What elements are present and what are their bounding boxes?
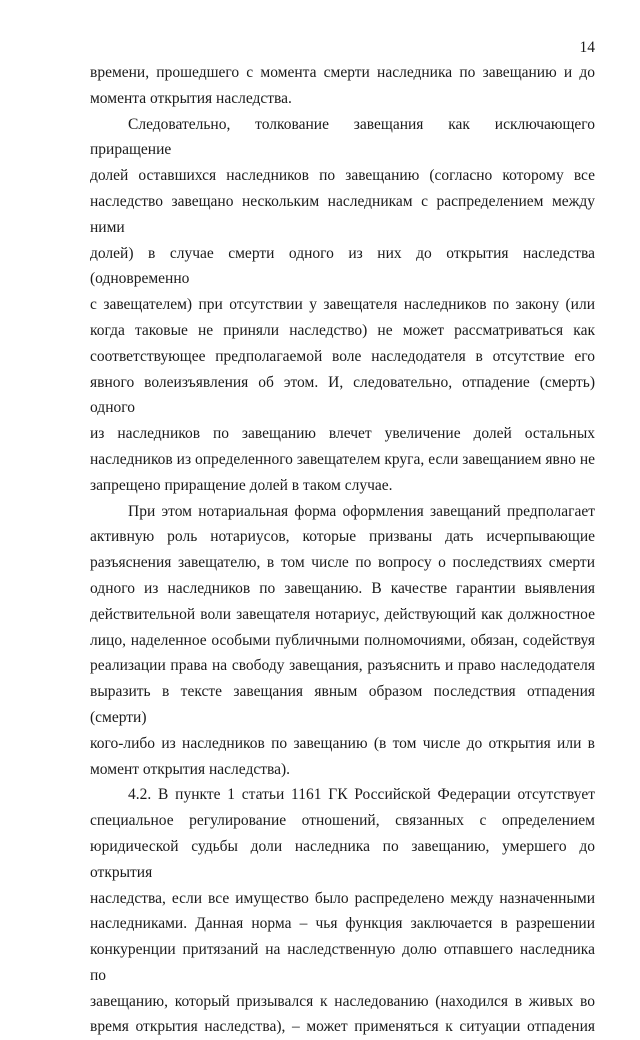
text-line: когда таковые не приняли наследство) не может рассматриваться как — [90, 321, 595, 339]
text-line: момента открытия наследства. — [90, 89, 292, 107]
text-line: соответствующее предполагаемой воле наследодателя в отсутствие его — [90, 347, 595, 365]
text-line: с завещателем) при отсутствии у завещателя наследников по закону (или — [90, 296, 595, 314]
text-line: наследников из определенного завещателем круга, если завещанием явно не — [90, 450, 595, 468]
text-line: действительной воли завещателя нотариус, действующий как должностное — [90, 605, 595, 623]
text-line: одного из наследников по завещанию. В качестве гарантии выявления — [90, 579, 595, 597]
text-line: реализации права на свободу завещания, разъяснить и право наследодателя — [90, 657, 595, 675]
text-line: При этом нотариальная форма оформления завещаний предполагает — [128, 502, 595, 520]
text-line: запрещено приращение долей в таком случае. — [90, 476, 393, 494]
text-line: разъяснения завещателю, в том числе по вопросу о последствиях смерти — [90, 554, 595, 572]
body-text — [90, 60, 595, 1040]
text-line: явного волеизъявления об этом. И, следовательно, отпадение (смерть) одного — [90, 373, 595, 417]
text-line: кого-либо из наследников по завещанию (в том числе до открытия или в — [90, 734, 595, 752]
text-line: юридической судьбы доли наследника по завещанию, умершего до открытия — [90, 837, 595, 881]
text-line: специальное регулирование отношений, связанных с определением — [90, 812, 595, 830]
paragraph — [90, 60, 595, 112]
text-line: лицо, наделенное особыми публичными полномочиями, обязан, содействуя — [90, 631, 595, 649]
text-line: наследства, если все имущество было распределено между назначенными — [90, 889, 595, 907]
text-line: долей) в случае смерти одного из них до открытия наследства (одновременно — [90, 244, 595, 288]
paragraph — [90, 112, 595, 499]
text-line: 4.2. В пункте 1 статьи 1161 ГК Российской Федерации отсутствует — [128, 786, 595, 804]
text-line: долей оставшихся наследников по завещанию (согласно которому все — [90, 167, 595, 185]
text-line: Следовательно, толкование завещания как исключающего приращение — [90, 115, 595, 159]
text-line: из наследников по завещанию влечет увеличение долей остальных — [90, 425, 595, 443]
paragraph — [90, 499, 595, 783]
text-line: момент открытия наследства). — [90, 760, 291, 778]
paragraph — [90, 782, 595, 1040]
text-line: наследниками. Данная норма – чья функция заключается в разрешении — [90, 915, 595, 933]
text-line: время открытия наследства), – может применяться к ситуации отпадения — [90, 1018, 595, 1036]
text-line: конкуренции притязаний на наследственную долю отпавшего наследника по — [90, 941, 595, 984]
text-line: наследство завещано нескольким наследникам с распределением между ними — [90, 192, 595, 236]
text-line: выразить в тексте завещания явным образом последствия отпадения (смерти) — [90, 683, 595, 726]
text-line: времени, прошедшего с момента смерти наследника по завещанию и до — [90, 64, 595, 81]
text-line: завещанию, который призывался к наследованию (находился в живых во — [90, 992, 595, 1010]
text-line: активную роль нотариусов, которые призваны дать исчерпывающие — [90, 528, 595, 546]
page-number: 14 — [579, 39, 595, 56]
